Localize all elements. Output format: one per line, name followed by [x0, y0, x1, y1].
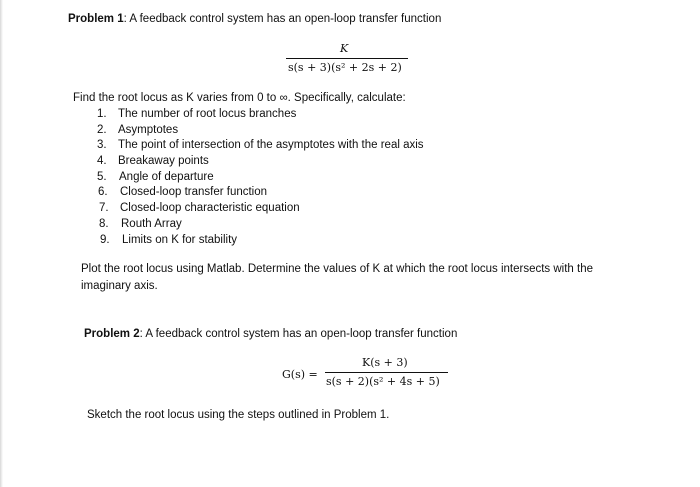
list-item-text: Asymptotes — [118, 124, 179, 136]
problem1-fraction-bar — [286, 58, 408, 59]
list-item-number: 8. — [99, 218, 109, 230]
list-item-number: 1. — [97, 108, 107, 120]
list-item-text: The number of root locus branches — [118, 108, 297, 120]
page-edge-shadow — [0, 0, 3, 487]
problem2-intro: A feedback control system has an open-loop transfer function — [145, 328, 458, 340]
problem2-tf-denominator: s(s + 2)(s² + 4s + 5) — [326, 375, 440, 388]
problem2-tf-lhs: G(s) = — [282, 368, 318, 381]
problem2-label: Problem 2 — [84, 328, 140, 340]
problem1-label: Problem 1 — [68, 13, 124, 25]
list-item-number: 9. — [100, 234, 110, 246]
problem2-fraction-bar — [325, 372, 448, 373]
problem1-plot-text-line2: imaginary axis. — [81, 280, 158, 292]
list-item-number: 5. — [97, 171, 107, 183]
list-item-number: 3. — [97, 139, 107, 151]
problem2-heading — [84, 327, 457, 341]
list-item-number: 6. — [98, 186, 108, 198]
problem2-tf-numerator: K(s + 3) — [362, 356, 408, 369]
list-item-text: The point of intersection of the asymptotes with the real axis — [118, 139, 424, 151]
problem1-find-text: Find the root locus as K varies from 0 to ∞. Specifically, calculate: — [73, 92, 406, 104]
problem1-tf-denominator: s(s + 3)(s² + 2s + 2) — [288, 61, 402, 74]
list-item-text: Closed-loop transfer function — [120, 186, 268, 198]
list-item-number: 4. — [97, 155, 107, 167]
problem1-heading — [68, 12, 441, 26]
list-item-number: 2. — [97, 124, 107, 136]
list-item-text: Routh Array — [121, 218, 182, 230]
problem1-tf-numerator: K — [340, 42, 349, 55]
list-item-text: Breakaway points — [118, 155, 209, 167]
problem1-colon: : — [123, 13, 127, 25]
list-item-number: 7. — [99, 202, 109, 214]
list-item-text: Angle of departure — [119, 171, 214, 183]
problem1-plot-text-line1: Plot the root locus using Matlab. Determine the values of K at which the root locus intersects with the — [81, 263, 594, 275]
problem2-sketch-text: Sketch the root locus using the steps outlined in Problem 1. — [87, 409, 390, 421]
problem1-intro: A feedback control system has an open-loop transfer function — [129, 13, 442, 25]
list-item-text: Limits on K for stability — [122, 234, 238, 246]
problem2-colon: : — [139, 328, 143, 340]
list-item-text: Closed-loop characteristic equation — [120, 202, 300, 214]
